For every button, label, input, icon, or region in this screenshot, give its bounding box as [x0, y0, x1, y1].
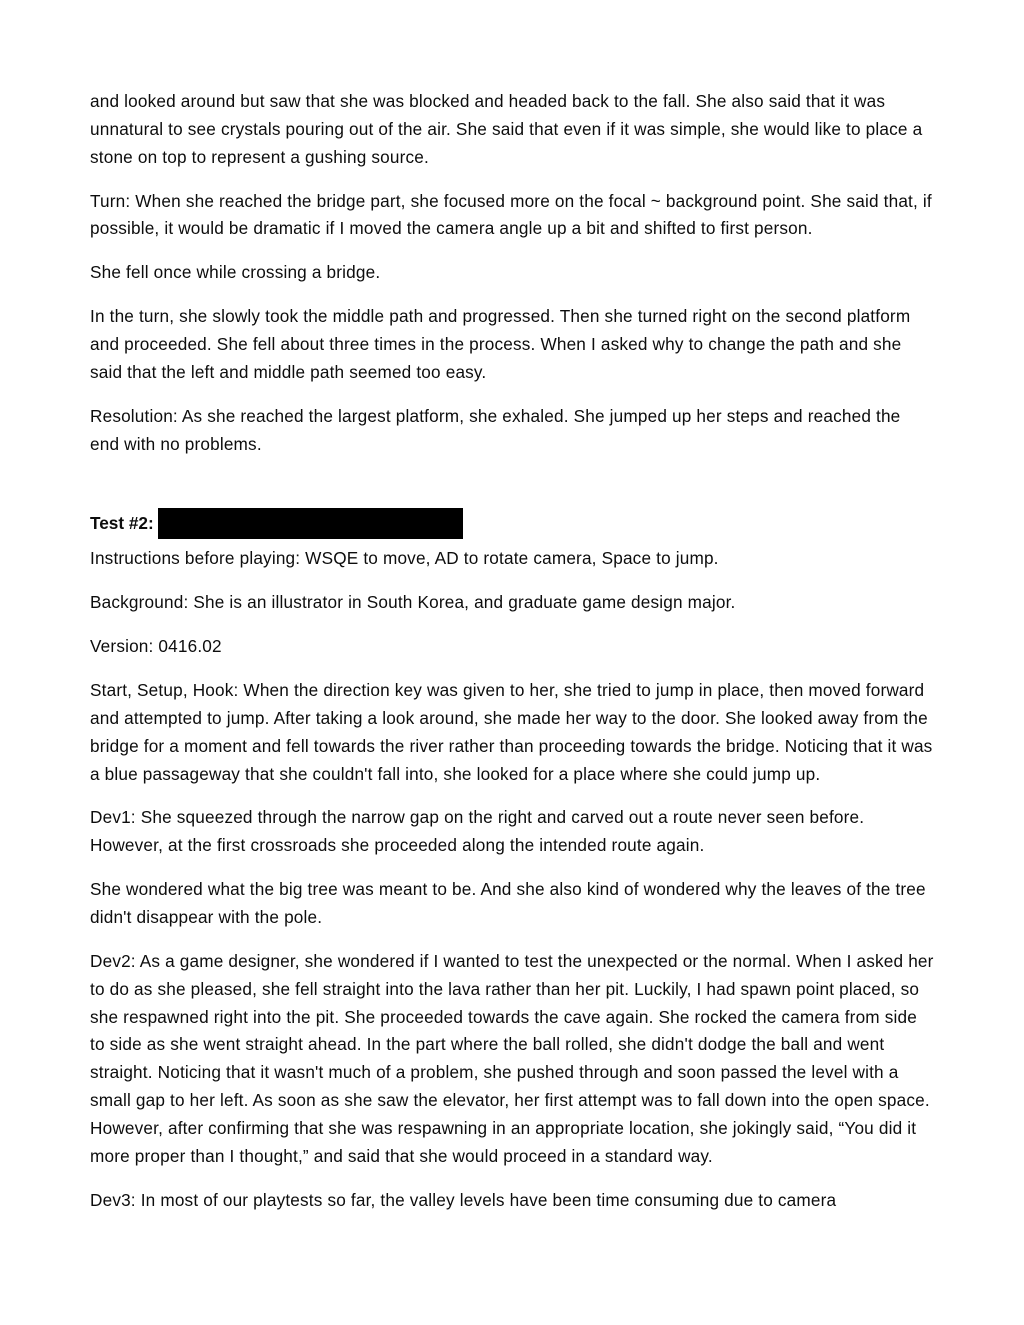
paragraph: She wondered what the big tree was meant to be. And she also kind of wondered why the leaves of the tree didn't disappear with the pole.	[90, 879, 926, 928]
redaction-bar	[158, 508, 463, 539]
paragraph: Dev1: She squeezed through the narrow gap on the right and carved out a route never seen before. However, at the first crossroads she proceeded along the intended route again.	[90, 807, 865, 856]
paragraph: Dev2: As a game designer, she wondered if I wanted to test the unexpected or the normal. When I asked her to do as she pleased, she fell straight into the lava rather than her pit. Luckily, I had spawn point placed, so she respawned right into the pit. She proceeded towards the cave again. She rocked the camera from side to side as she went straight ahead. In the part where the ball rolled, she didn't dodge the ball and went straight. Noticing that it wasn't much of a problem, she pushed through and soon passed the level with a small gap to her left. As soon as she saw the elevator, her first attempt was to fall down into the open space. However, after confirming that she was respawning in an appropriate location, she jokingly said, “You did it more proper than I thought,” and said that she would proceed in a standard way.	[90, 950, 934, 1166]
paragraph: She fell once while crossing a bridge.	[90, 262, 381, 283]
paragraph: Resolution: As she reached the largest platform, she exhaled. She jumped up her steps and reached the end with no problems.	[90, 405, 901, 454]
paragraph: Start, Setup, Hook: When the direction key was given to her, she tried to jump in place, then moved forward and attempted to jump. After taking a look around, she made her way to the door. She looked away from the bridge for a moment and fell towards the river rather than proceeding towards the bridge. Noticing that it was a blue passageway that she couldn't fall into, she looked for a place where she could jump up.	[90, 680, 933, 784]
test-heading-label: Test #2:	[90, 513, 154, 534]
paragraph: In the turn, she slowly took the middle path and progressed. Then she turned right on the second platform and proceeded. She fell about three times in the process. When I asked why to change the path and she said that the left and middle path seemed too easy.	[90, 306, 911, 382]
document-body	[90, 88, 934, 1215]
paragraph: Background: She is an illustrator in South Korea, and graduate game design major.	[90, 592, 736, 613]
paragraph: Version: 0416.02	[90, 636, 222, 657]
section-spacer	[90, 474, 934, 508]
paragraph: Dev3: In most of our playtests so far, the valley levels have been time consuming due to camera	[90, 1189, 837, 1210]
test-heading	[90, 508, 934, 539]
paragraph: and looked around but saw that she was blocked and headed back to the fall. She also said that it was unnatural to see crystals pouring out of the air. She said that even if it was simple, she would like to place a stone on top to represent a gushing source.	[90, 91, 923, 167]
paragraph: Turn: When she reached the bridge part, she focused more on the focal ~ background point. She said that, if possible, it would be dramatic if I moved the camera angle up a bit and shifted to first person.	[90, 190, 932, 239]
paragraph: Instructions before playing: WSQE to move, AD to rotate camera, Space to jump.	[90, 548, 719, 569]
